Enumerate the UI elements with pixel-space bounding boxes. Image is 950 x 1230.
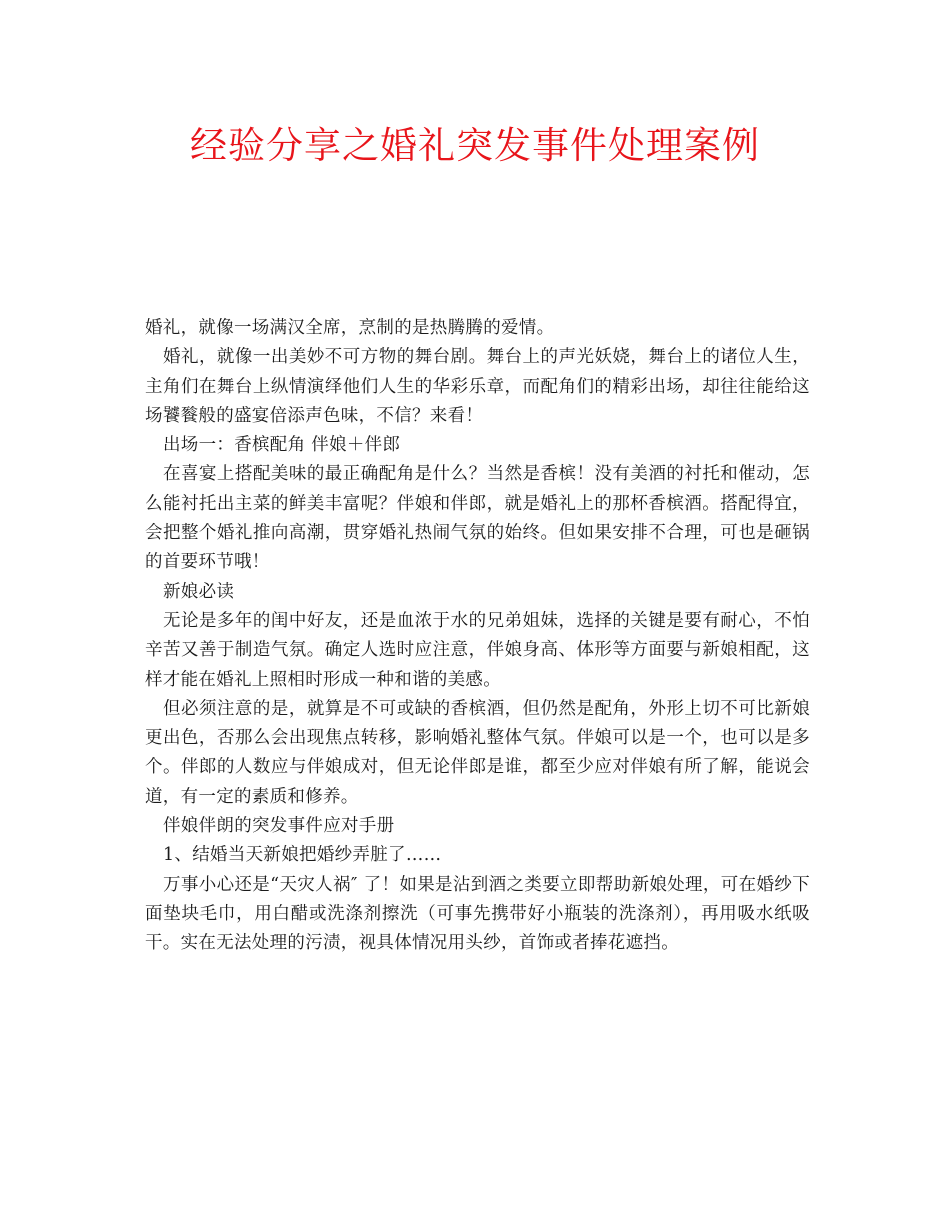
paragraph: 万事小心还是“天灾人祸″ 了！如果是沾到酒之类要立即帮助新娘处理，可在婚纱下面垫块毛巾，用白醋或洗涤剂擦洗（可事先携带好小瓶装的洗涤剂），再用吸水纸吸干。实在无法处理的污渍，视具体情况用头纱，首饰或者捧花遮挡。 <box>145 874 810 954</box>
section-heading: 伴娘伴朗的突发事件应对手册 <box>163 816 395 837</box>
section-heading: 出场一：香槟配角 伴娘＋伴郎 <box>163 435 401 456</box>
document-title: 经验分享之婚礼突发事件处理案例 <box>190 124 760 167</box>
paragraph: 婚礼，就像一出美妙不可方物的舞台剧。舞台上的声光妖娆，舞台上的诸位人生，主角们在舞台上纵情演绎他们人生的华彩乐章，而配角们的精彩出场，却往往能给这场饕餮般的盛宴倍添声色味，不信？来看！ <box>145 347 810 426</box>
paragraph: 无论是多年的闺中好友，还是血浓于水的兄弟姐妹，选择的关键是要有耐心，不怕辛苦又善于制造气氛。确定人选时应注意，伴娘身高、体形等方面要与新娘相配，这样才能在婚礼上照相时形成一种和谐的美感。 <box>145 610 810 690</box>
section-heading: 新娘必读 <box>163 581 235 602</box>
paragraph: 婚礼，就像一场满汉全席，烹制的是热腾腾的爱情。 <box>145 318 555 338</box>
paragraph: 在喜宴上搭配美味的最正确配角是什么？当然是香槟！没有美酒的衬托和催动，怎么能衬托出主菜的鲜美丰富呢？伴娘和伴郎，就是婚礼上的那杯香槟酒。搭配得宜，会把整个婚礼推向高潮，贯穿婚礼热闹气氛的始终。但如果安排不合理，可也是砸锅的首要环节哦！ <box>145 464 810 573</box>
paragraph: 但必须注意的是，就算是不可或缺的香槟酒，但仍然是配角，外形上切不可比新娘更出色，否那么会出现焦点转移，影响婚礼整体气氛。伴娘可以是一个，也可以是多个。伴郎的人数应与伴娘成对，但无论伴郎是谁，都至少应对伴娘有所了解，能说会道，有一定的素质和修养。 <box>145 698 810 807</box>
list-item-heading: 1、结婚当天新娘把婚纱弄脏了…… <box>163 845 442 866</box>
document-body <box>145 314 810 959</box>
